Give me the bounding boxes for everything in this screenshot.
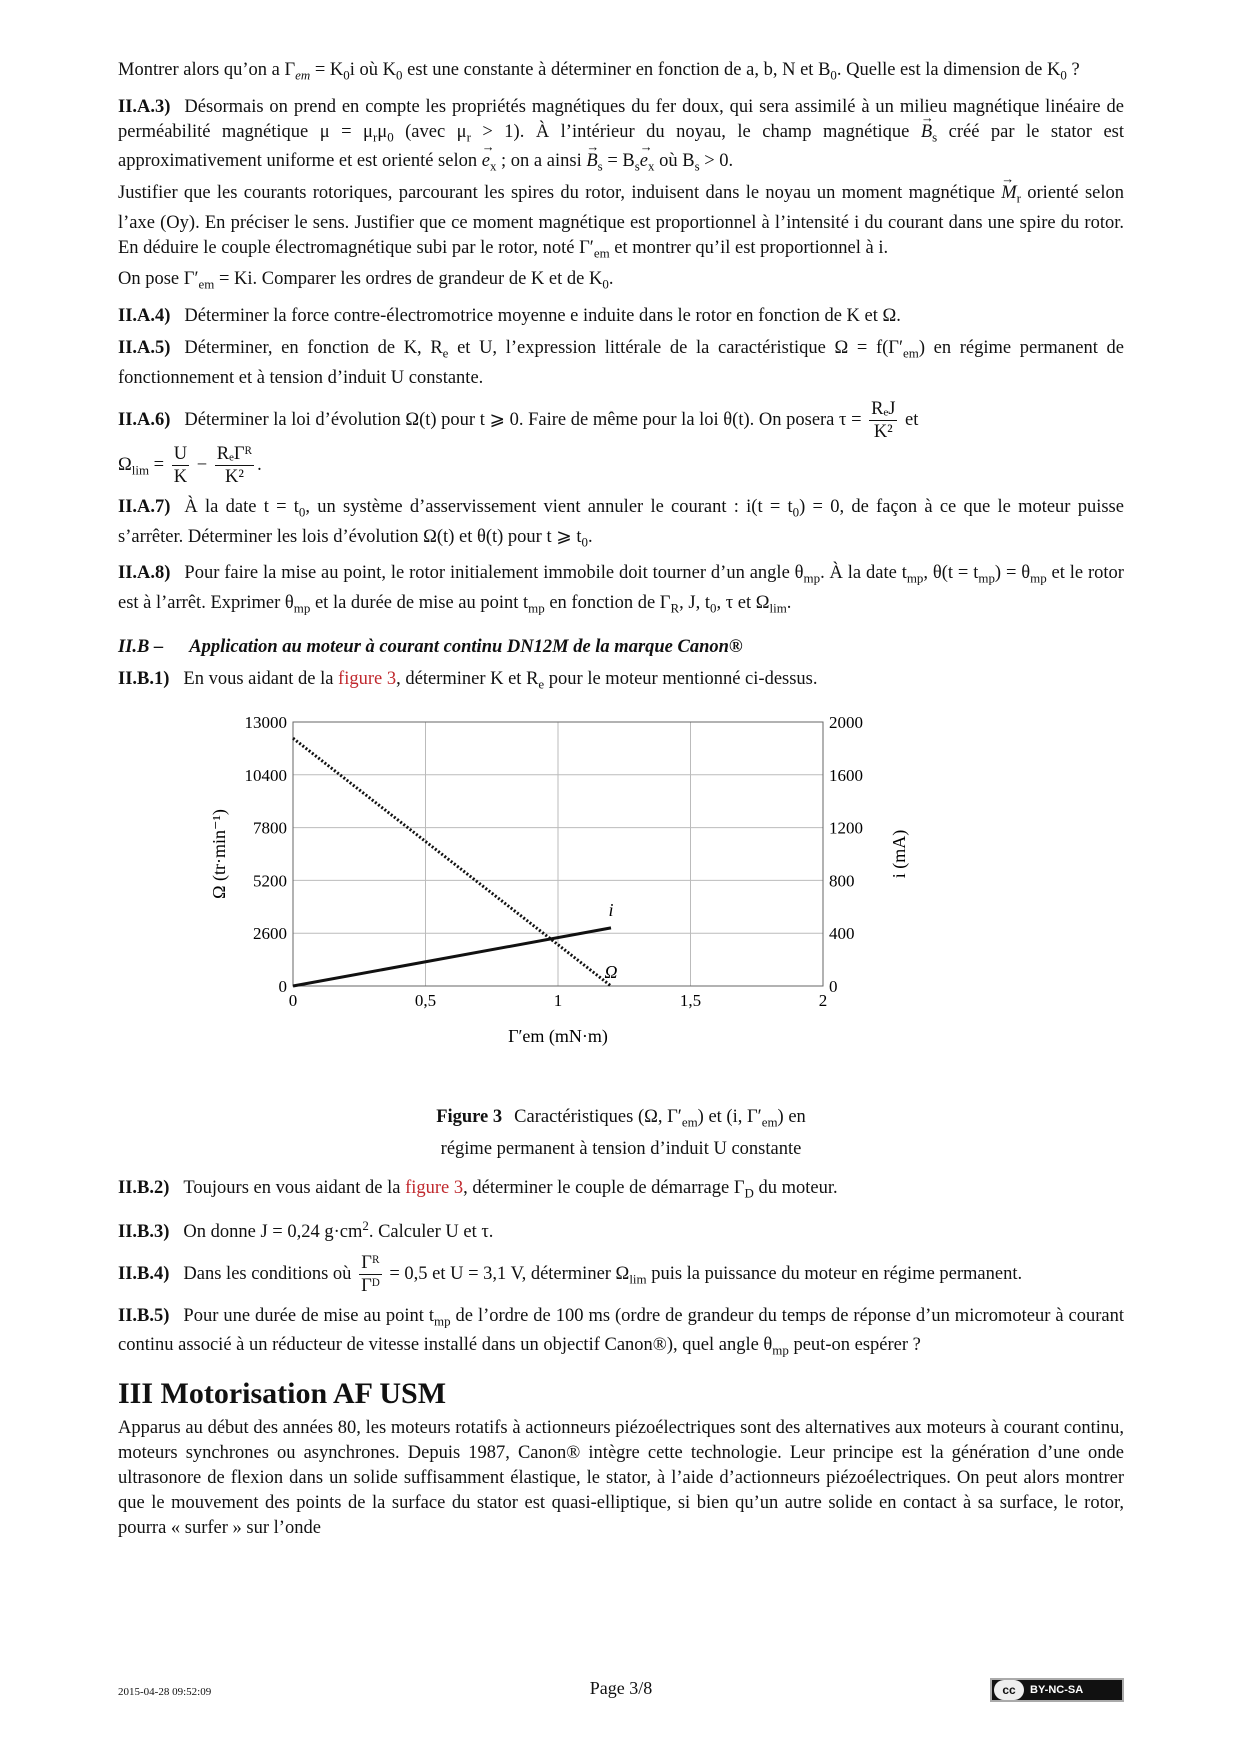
question-IIA5: II.A.5) Déterminer, en fonction de K, $R_e$ et U, l’expression littérale de la caractéristique $\Omega = f(\Gamma'_{em})$ en régime permanent de fonctionnement et à tension d’induit U constante.	[118, 338, 1124, 388]
page-content	[118, 58, 1124, 1548]
y-left-tick-label: 2600	[253, 924, 287, 944]
cc-license-badge: cc BY-NC-SA	[990, 1678, 1124, 1702]
series-line-current	[293, 928, 611, 986]
question-IIA7: II.A.7) À la date $t = t_0$, un système d’asservissement vient annuler le courant : $i(t = t_0) = 0$, de façon à ce que le moteur puisse s’arrêter. Déterminer les lois d’évolution Ω(t) et θ(t) pour t ⩾ $t_0$.	[118, 496, 1124, 550]
question-IIA3: II.A.3) Désormais on prend en compte les propriétés magnétiques du fer doux, qui sera assimilé à un milieu magnétique linéaire de perméabilité magnétique $\mu = \mu_r\mu_0$ (avec $\mu_r > 1$). À l’intérieur du noyau, le champ magnétique → $B_s$ créé par le stator est approximativement uniforme et est orienté selon → $e_x$ ; on a ainsi → $B_s = B_s\to e_x$ où $B_s > 0$.	[118, 95, 1124, 179]
question-IIB1: II.B.1) En vous aidant de la figure 3, déterminer K et $R_e$ pour le moteur mentionné ci-dessus.	[118, 668, 818, 692]
section-III-body: Apparus au début des années 80, les moteurs rotatifs à actionneurs piézoélectriques sont des alternatives aux moteurs à courant continu, moteurs synchrones ou asynchrones. Depuis 1987, Canon® intègre cette technologie. Leur principe est la génération d’une onde ultrasonore de flexion dans un solide suffisamment élastique, le stator, à l’aide d’actionneurs piézoélectriques. On peut alors montrer que le mouvement des points de la surface du stator est quasi-elliptique, si bien qu’un autre solide en contact à sa surface, le rotor, pourra « surfer » sur l’onde	[118, 1418, 1124, 1539]
y-left-tick-label: 0	[278, 977, 287, 997]
y-left-tick-label: 13000	[244, 713, 287, 733]
gamma-ratio-fraction: $\frac{\text{Γᴿ}}{\text{Γᴰ}}$	[361, 1252, 380, 1296]
question-IIB3: II.B.3) On donne J = 0,24 $g\cdot cm^2$. Calculer U et τ.	[118, 1217, 494, 1242]
y-left-axis-label: Ω (tr·min⁻¹)	[209, 809, 229, 900]
page-footer	[118, 1678, 1124, 1708]
figure-3-caption: Figure 3 Caractéristiques (Ω, $\Gamma'_{em}$) et (i, $\Gamma'_{em}$) en régime permanent à tension d’induit U constante	[436, 1107, 806, 1159]
y-right-tick-label: 2000	[829, 713, 863, 733]
y-right-axis-label: i (mA)	[889, 830, 909, 879]
series-label: Ω	[604, 962, 618, 983]
tau-fraction: $\frac{\text{RₑJ}}{\text{K²}}$	[871, 398, 896, 442]
page-number: Page 3/8	[589, 1678, 653, 1698]
x-tick-label: 0	[288, 991, 298, 1011]
section-III-title: III Motorisation AF USM	[118, 1377, 447, 1411]
x-axis-label: Γ′em (mN·m)	[508, 1026, 608, 1047]
y-left-tick-label: 7800	[253, 818, 287, 838]
x-tick-label: 0,5	[414, 991, 437, 1011]
figure-3-link-2[interactable]: figure 3	[405, 1177, 464, 1198]
omega-lim-fraction-1: $\frac{U}{K}$	[173, 443, 188, 487]
question-IIB5: II.B.5) Pour une durée de mise au point $t_{mp}$ de l’ordre de 100 ms (ordre de grandeur du temps de réponse d’un micromoteur à courant continu associé à un réducteur de vitesse installé dans un objectif Canon®), quel angle $\theta_{mp}$ peut-on espérer ?	[118, 1305, 1124, 1359]
footer-date: 2015-04-28 09:52:09	[118, 1686, 212, 1698]
y-right-tick-label: 0	[829, 977, 838, 997]
question-IIB4: II.B.4) Dans les conditions où $\frac{\text{Γᴿ}}{\text{Γᴰ}}$ = 0,5 et U = 3,1 V, déterminer $\Omega_{lim}$ puis la puissance du moteur en régime permanent.	[118, 1252, 1023, 1296]
y-right-tick-label: 1200	[829, 818, 863, 838]
question-IIA3-para3: On pose $\Gamma'_{em} = Ki$. Comparer les ordres de grandeur de K et de $K_0$.	[118, 269, 614, 293]
y-right-tick-label: 1600	[829, 766, 863, 786]
y-left-tick-label: 5200	[253, 871, 287, 891]
question-IIA4: II.A.4) Déterminer la force contre-électromotrice moyenne e induite dans le rotor en fonction de K et Ω.	[118, 306, 901, 327]
figure-3-link[interactable]: figure 3	[338, 668, 397, 689]
section-IIB-title: II.B – Application au moteur à courant continu DN12M de la marque Canon®	[118, 636, 743, 657]
question-IIB2: II.B.2) Toujours en vous aidant de la figure 3, déterminer le couple de démarrage $\Gamma_D$ du moteur.	[118, 1177, 838, 1201]
intro-paragraph: Montrer alors qu’on a $\Gamma_{em} = K_0i$ où $K_0$ est une constante à déterminer en fonction de a, b, N et $B_0$. Quelle est la dimension de $K_0$ ?	[118, 60, 1080, 83]
x-tick-label: 2	[818, 991, 828, 1011]
question-IIA8: II.A.8) Pour faire la mise au point, le rotor initialement immobile doit tourner d’un angle $\theta_{mp}$. À la date $t_{mp}$, $\theta(t = t_{mp}) = \theta_{mp}$ et le rotor est à l’arrêt. Exprimer $\theta_{mp}$ et la durée de mise au point $t_{mp}$ en fonction de $\Gamma_R$, J, $t_0$, τ et $\Omega_{lim}$.	[118, 563, 1124, 616]
chart-svg	[118, 704, 1124, 1104]
y-right-tick-label: 400	[829, 924, 855, 944]
x-tick-label: 1	[553, 991, 563, 1011]
y-left-tick-label: 10400	[244, 766, 287, 786]
question-IIA6: II.A.6) Déterminer la loi d’évolution Ω(t) pour t ⩾ 0. Faire de même pour la loi θ(t). On posera τ = $\frac{\text{RₑJ}}{\text{K²}}$ et $\Omega_{lim}$ = $\frac{U}{K}$ − $\frac{\text{RₑΓᴿ}}{\text{K²}}$ .	[118, 398, 919, 487]
x-tick-label: 1,5	[679, 991, 702, 1011]
series-line-omega	[293, 738, 614, 986]
series-label: i	[608, 900, 614, 921]
omega-lim-fraction-2: $\frac{\text{RₑΓᴿ}}{\text{K²}}$	[216, 443, 253, 487]
y-right-tick-label: 800	[829, 871, 855, 891]
question-IIA3-para2: Justifier que les courants rotoriques, parcourant les spires du rotor, induisent dans le noyau un moment magnétique → $M_r$ orienté selon l’axe (Oy). En préciser le sens. Justifier que ce moment magnétique est proportionnel à l’intensité i du courant dans une spire du rotor. En déduire le couple électromagnétique subi par le rotor, noté $\Gamma'_{em}$ et montrer qu’il est proportionnel à i.	[118, 181, 1124, 265]
cc-icon: cc	[994, 1680, 1024, 1700]
figure-3-chart	[118, 704, 1124, 1104]
